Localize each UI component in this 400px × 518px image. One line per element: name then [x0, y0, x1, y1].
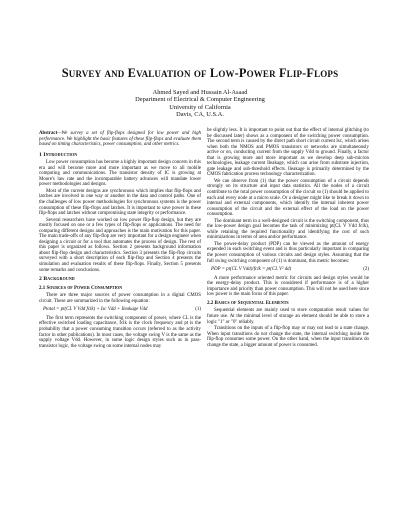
author-department: Department of Electrical & Computer Engineering [135, 96, 265, 104]
subsection-heading-sequential: 2.2 Basics of Sequential Elements [207, 300, 289, 306]
equation-number: (2) [363, 267, 369, 273]
paragraph: The power-delay product (PDP) can be viewed as the amount of energy expended in each switching event and is thus particularly important in comparing the power consumption of various circuits and design styles. Assuming that the full swing switching component of (1) is dominant, this metric becomes: [207, 241, 369, 264]
paragraph: Transitions on the inputs of a flip-flop may or may not lead to a state change. When input transitions do not change the state, the internal switching inside the flip-flop consumes some power. On the other hand, when the input transitions do change the state, a bigger amount of power is consumed. [207, 326, 369, 348]
equation-number: (1) [195, 307, 201, 313]
section-heading-introduction: 1 Introduction [39, 151, 78, 158]
right-column [207, 128, 369, 349]
author-names: Ahmed Sayed and Hussain Al-Asaad [152, 89, 248, 96]
paragraph: Low power consumption has become a highly important design concern in this era and will become more and more important as we move to all mobile computing and communications. The transistor density of IC is growing at Moore's law rate and the incomparable battery advances will mandate lower power methodologies and designs. [39, 160, 201, 188]
paragraph: We can observe from (1) that the power consumption of a circuit depends strongly on its structure and input data statistics. All the nodes of a circuit contribute to the total power consumption of the circuit so (1) should be applied to each and every node at a micro scale. Or a designer might like to break it down to internal and external components, which identify the internal inherent power consumption of the circuit and the external effect of the load on the power consumption. [207, 178, 369, 218]
paragraph: Several researchers have worked on low power flip-flop design, but they are mostly focused on one or a few types of flip-flops or applications. The need for comparing different designs and approaches is the main motivation for this paper. The main trade-offs of any flip-flop are very important for a design engineer when designing a circuit or for a tool that automates the process of design. The rest of this paper is organized as follows. Section 2 presents background information about flip-flop design and characteristics. Section 3 presents the flip-flop circuits surveyed with a short description of each flip-flop and Section 4 presents the simulation and evaluation results of these flip-flops. Finally, Section 5 presents some remarks and conclusions. [39, 217, 201, 273]
paragraph: A more performance oriented metric for circuits and design styles would be the energy-delay product. This is considered if performance is of a higher importance and priority than power consumption. This will not be used here since low power is the main focus of this paper. [207, 275, 369, 298]
author-city: Davis, CA, U.S.A. [176, 111, 224, 119]
paragraph: Most of the current designs are synchronous which implies that flip-flops and latches are involved in one way or another in the data and control paths. One of the challenges of low power methodologies for synchronous systems is the power consumption of these flip-flops and latches. It is important to save power in these flip-flops and latches without compromising state integrity or performance. [39, 188, 201, 217]
left-column [39, 131, 201, 350]
author-block [0, 89, 400, 119]
equation-2 [211, 267, 369, 273]
equation-1 [43, 307, 201, 313]
paragraph: Sequential elements are mainly used to store computation result values for future use. At the minimal level of storage an element should be able to store a logic "1" or "0" reliably. [207, 308, 369, 325]
subsection-heading-power: 2.1 Sources of Power Consumption [39, 285, 123, 291]
abstract-text: —We survey a set of flip-flops designed for low power and high performance. We highlight the basic features of these flip-flops and evaluate them based on timing characteristics, power consumption, and other metrics. [39, 131, 201, 148]
section-heading-background: 2 Background [39, 276, 75, 283]
paper-title: Survey and Evaluation of Low-Power Flip-Flops [61, 66, 339, 80]
paragraph: be slightly less. It is important to point out that the effect of internal glitching (to be discussed later) shows as a component of the switching power consumption. The second term is caused by the direct path short circuit current Isc, which arises when both the NMOS and PMOS transistors or networks are simultaneously active or on, conducting current from the supply Vdd to ground. Finally, a factor that is growing more and more important as we develop deep sub-micron technologies, leakage current Ileakage, which can arise from substrate injection, gate leakage and sub-threshold effects. Ileakage is primarily determined by the CMOS fabrication process technology characterization. [207, 128, 369, 178]
abstract [39, 131, 201, 148]
equation-body: Ptotal = pt(CL V Vdd fclk) + Isc Vdd + Ileakage Vdd [43, 307, 148, 313]
equation-body: PDP = pt(CL V Vdd)/fclk = pt(CL V² dd) [211, 267, 292, 273]
paragraph: The first term represents the switching component of power, where CL is the effective switched loading capacitance, fclk is the clock frequency and pt is the probability that a power consuming transition occurs (referred to as the activity factor in other publications). In most cases, the voltage swing V is the same as the supply voltage Vdd. However, in some logic design styles such as in pass-transistor logic, the voltage swing on some internal nodes may [39, 315, 201, 349]
paragraph: The dominant term in a well-designed circuit is the switching component, thus the low-power design goal becomes the task of minimizing pt(CL V Vdd fclk), while retaining the required functionality and identifying the cost of such minimizations in terms of area and/or performance. [207, 218, 369, 241]
author-university: University of California [169, 103, 231, 111]
abstract-label: Abstract [39, 131, 58, 136]
paragraph: There are three major sources of power consumption in a digital CMOS circuit. These are summarized in the following equation: [39, 293, 201, 304]
